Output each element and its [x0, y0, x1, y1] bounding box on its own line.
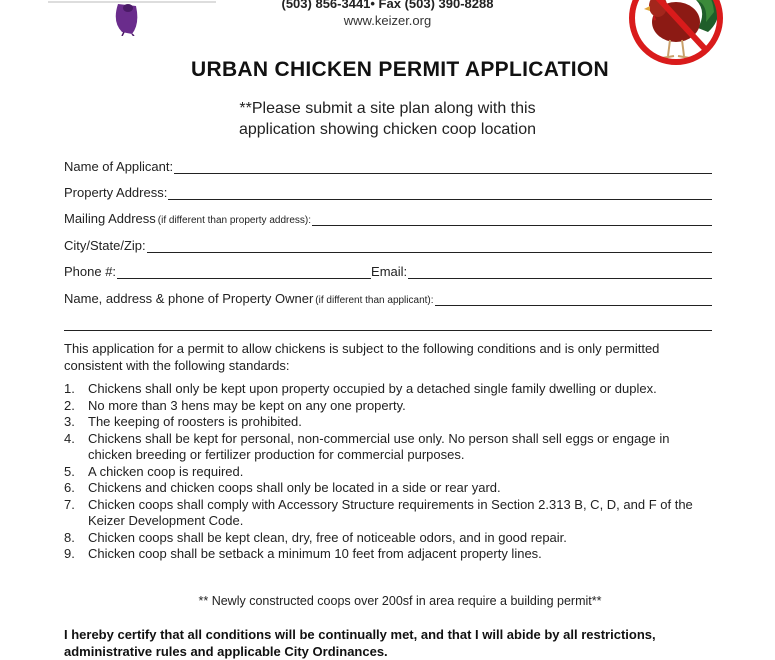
certification-statement: I hereby certify that all conditions will be continually met, and that I will abide by all restrictions, administrative rules and applicable City Ordinances.	[64, 627, 656, 659]
phone-email-field	[64, 261, 712, 279]
building-permit-note: ** Newly constructed coops over 200sf in area require a building permit**	[198, 594, 602, 608]
phone-input[interactable]	[117, 265, 371, 279]
subtitle-line-1: **Please submit a site plan along with this	[239, 100, 536, 117]
website-link[interactable]: www.keizer.org	[343, 13, 432, 28]
property-address-label: Property Address:	[64, 185, 168, 200]
condition-item: 6. Chickens and chicken coops shall only be located in a side or rear yard.	[64, 480, 501, 495]
phone-label: Phone #:	[64, 264, 117, 279]
condition-item: 5. A chicken coop is required.	[64, 463, 244, 479]
condition-item: 1. Chickens shall only be kept upon property occupied by a detached single family dwelling or duplex.	[64, 381, 657, 396]
mailing-address-note: (if different than property address):	[157, 215, 312, 226]
subtitle-line-2: application showing chicken coop location	[238, 121, 537, 138]
conditions-list	[64, 381, 704, 563]
city-state-zip-field	[64, 235, 712, 253]
mailing-address-label: Mailing Address	[64, 211, 156, 226]
applicant-name-field	[64, 156, 712, 174]
property-address-input[interactable]	[168, 186, 712, 200]
condition-item: 4. Chickens shall be kept for personal, non-commercial use only. No person shall sell eggs or engage in chicken breeding or fertilizer production for commercial purposes.	[64, 430, 670, 462]
owner-field	[64, 288, 712, 306]
applicant-name-label: Name of Applicant:	[64, 159, 174, 174]
condition-item: 2. No more than 3 hens may be kept on any one property.	[64, 397, 406, 413]
owner-input-continued[interactable]	[64, 330, 712, 331]
owner-input[interactable]	[435, 292, 712, 306]
mailing-address-input[interactable]	[312, 212, 712, 226]
email-label: Email:	[371, 264, 408, 279]
subtitle	[0, 98, 775, 140]
owner-note: (if different than applicant):	[315, 295, 434, 306]
condition-item: 3. The keeping of roosters is prohibited.	[64, 414, 302, 429]
phone-fax: (503) 856-3441• Fax (503) 390-8288	[281, 0, 494, 11]
conditions-intro: This application for a permit to allow chickens is subject to the following conditions and is only permitted consistent with the following standards:	[64, 341, 660, 373]
condition-item: 7. Chicken coops shall comply with Accessory Structure requirements in Section 2.313 B, C, D, and F of the Keizer Development Code.	[64, 496, 693, 528]
mailing-address-field	[64, 208, 712, 226]
applicant-name-input[interactable]	[174, 160, 712, 174]
email-input[interactable]	[408, 265, 712, 279]
property-address-field	[64, 182, 712, 200]
owner-label: Name, address & phone of Property Owner	[64, 291, 314, 306]
city-state-zip-input[interactable]	[147, 239, 712, 253]
city-state-zip-label: City/State/Zip:	[64, 238, 146, 253]
page-title: URBAN CHICKEN PERMIT APPLICATION	[191, 58, 609, 81]
condition-item: 8. Chicken coops shall be kept clean, dry, free of noticeable odors, and in good repair.	[64, 529, 567, 545]
condition-item: 9. Chicken coop shall be setback a minimum 10 feet from adjacent property lines.	[64, 546, 542, 561]
